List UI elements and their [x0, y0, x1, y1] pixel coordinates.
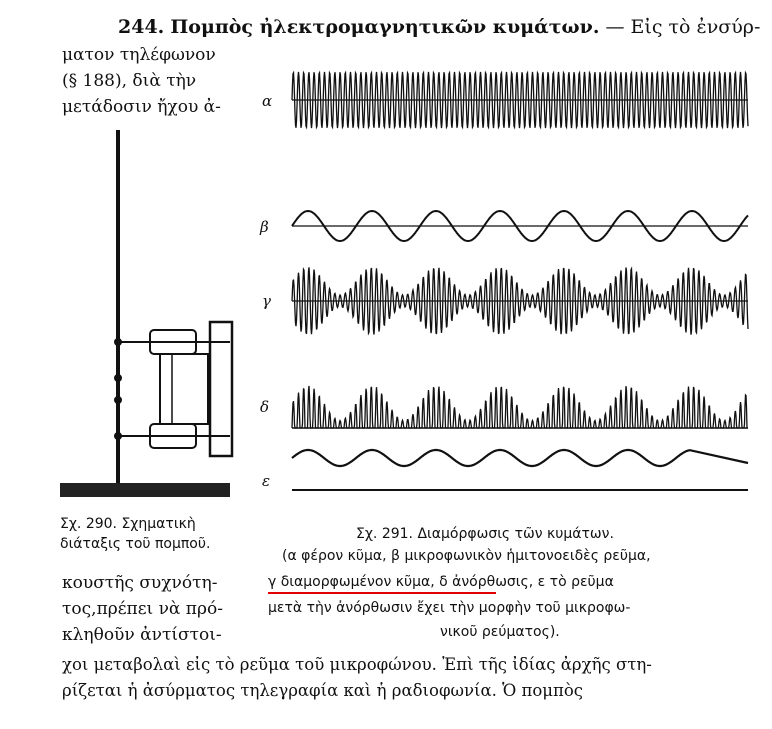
fig291-caption-line: μετὰ τὴν ἀνόρθωσιν ἔχει τὴν μορφὴν τοῦ μικροφω-	[268, 600, 631, 616]
fig290-caption-line: Σχ. 290. Σχηματικὴ	[60, 516, 196, 532]
fig291-caption-title: Σχ. 291. Διαμόρφωσις τῶν κυμάτων.	[356, 526, 614, 542]
junction-dot	[115, 375, 122, 382]
rectified-wave	[292, 386, 748, 428]
heading-tail: — Εἰς τὸ ἐνσύρ-	[605, 16, 761, 38]
bottom-line: χοι μεταβολαὶ εἰς τὸ ρεῦμα τοῦ μικροφώνου. Ἐπὶ τῆς ἰδίας ἀρχῆς στη-	[62, 655, 652, 674]
fig291-caption-underlined: γ διαμορφωμένον κῦμα,	[268, 574, 435, 590]
junction-dot	[115, 397, 122, 404]
wave-label-delta: δ	[260, 398, 270, 416]
section-number: 244.	[118, 16, 165, 38]
fig290-caption	[60, 514, 210, 554]
fig291-caption-rest: δ ἀνόρθωσις, ε τὸ ρεῦμα	[434, 574, 614, 590]
left-line: (§ 188), διὰ τὴν	[62, 71, 197, 91]
left-text-lower	[62, 570, 223, 648]
fig291-caption-line: (α φέρον κῦμα, β μικροφωνικὸν ἡμιτονοειδὲς ρεῦμα,	[282, 548, 651, 564]
junction-dot	[115, 433, 122, 440]
red-underline	[268, 592, 496, 594]
wave-label-alpha: α	[262, 92, 273, 110]
left-line: κουστῆς συχνότη-	[62, 573, 218, 593]
wave-label-beta: β	[260, 218, 269, 236]
ground-plate	[60, 483, 230, 497]
fig291-waves	[292, 72, 748, 490]
left-line: ματον τηλέφωνον	[62, 45, 216, 65]
wave-label-epsilon: ε	[262, 472, 271, 490]
fig291-caption-line	[268, 574, 614, 590]
junction-dot	[115, 339, 122, 346]
fig291-caption-line: νικοῦ ρεύματος).	[440, 624, 560, 640]
section-title: Πομπὸς ἠλεκτρομαγνητικῶν κυμάτων.	[170, 16, 600, 38]
bottom-text	[62, 652, 652, 704]
envelope-wave	[292, 450, 748, 466]
left-line: μετάδοσιν ἤχου ἀ-	[62, 97, 221, 117]
left-line: κληθοῦν ἀντίστοι-	[62, 625, 222, 645]
left-line: τος,πρέπει νὰ πρό-	[62, 599, 223, 619]
bottom-line: ρίζεται ἡ ἀσύρματος τηλεγραφία καὶ ἡ ραδιοφωνία. Ὁ πομπὸς	[62, 681, 584, 700]
fig290-diagram	[60, 130, 232, 497]
fig290-caption-line: διάταξις τοῦ πομποῦ.	[60, 536, 211, 552]
wave-label-gamma: γ	[262, 292, 271, 310]
coil-body	[160, 354, 208, 424]
